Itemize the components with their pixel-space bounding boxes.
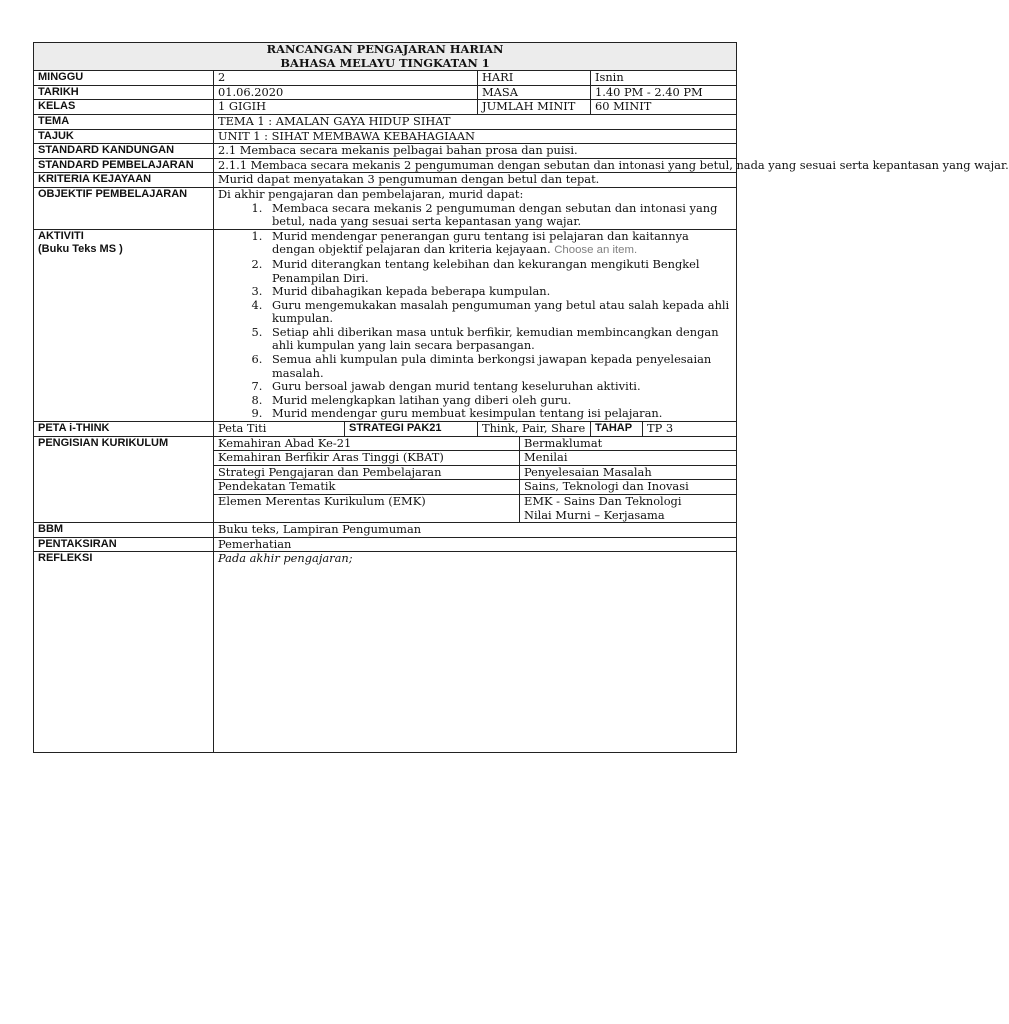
label-kelas: KELAS [34, 100, 214, 115]
aktiviti-list [218, 230, 732, 421]
kurikulum-left: Kemahiran Berfikir Aras Tinggi (KBAT) [214, 451, 520, 466]
label-peta: PETA i-THINK [34, 422, 214, 437]
row-kurikulum-1 [34, 436, 737, 451]
value-strategi: Think, Pair, Share [478, 422, 591, 437]
list-item: 5. Setiap ahli diberikan masa untuk berfikir, kemudian membincangkan dengan ahli kumpulan yang lain secara berpasangan. [266, 326, 732, 353]
label-jumlah-minit: JUMLAH MINIT [478, 100, 591, 115]
label-standard-kandungan: STANDARD KANDUNGAN [34, 144, 214, 159]
kurikulum-right-2: Nilai Murni – Kerjasama [524, 507, 665, 522]
kurikulum-right: Bermaklumat [520, 436, 737, 451]
row-pentaksiran [34, 537, 737, 552]
kurikulum-right: Menilai [520, 451, 737, 466]
kurikulum-left: Elemen Merentas Kurikulum (EMK) [214, 495, 520, 523]
list-item: 1. Membaca secara mekanis 2 pengumuman dengan sebutan dan intonasi yang betul, nada yang sesuai serta kepantasan yang wajar. [266, 202, 732, 229]
kurikulum-right: Sains, Teknologi dan Inovasi [520, 480, 737, 495]
value-refleksi[interactable]: Pada akhir pengajaran; [214, 552, 737, 753]
value-bbm: Buku teks, Lampiran Pengumuman [214, 523, 737, 538]
label-standard-pembelajaran: STANDARD PEMBELAJARAN [34, 158, 214, 173]
document-title: RANCANGAN PENGAJARAN HARIAN [266, 42, 504, 56]
objektif-intro: Di akhir pengajaran dan pembelajaran, murid dapat: [218, 186, 524, 201]
value-tema: TEMA 1 : AMALAN GAYA HIDUP SIHAT [214, 114, 737, 129]
value-kelas: 1 GIGIH [214, 100, 478, 115]
label-hari: HARI [478, 71, 591, 86]
label-buku-teks: (Buku Teks MS ) [38, 243, 123, 256]
list-item: 6. Semua ahli kumpulan pula diminta berkongsi jawapan kepada penyelesaian masalah. [266, 353, 732, 380]
label-strategi: STRATEGI PAK21 [345, 422, 478, 437]
value-hari: Isnin [591, 71, 737, 86]
list-item: 8. Murid melengkapkan latihan yang diberi oleh guru. [266, 394, 732, 408]
document-header [34, 43, 737, 71]
row-minggu [34, 71, 737, 86]
row-tema [34, 114, 737, 129]
list-item: 2. Murid diterangkan tentang kelebihan dan kekurangan mengikuti Bengkel Penampilan Diri. [266, 258, 732, 285]
value-tahap: TP 3 [643, 422, 737, 437]
value-kriteria: Murid dapat menyatakan 3 pengumuman dengan betul dan tepat. [214, 173, 737, 188]
kurikulum-left: Strategi Pengajaran dan Pembelajaran [214, 465, 520, 480]
label-tema: TEMA [34, 114, 214, 129]
document-subtitle: BAHASA MELAYU TINGKATAN 1 [280, 55, 490, 70]
value-minggu: 2 [214, 71, 478, 86]
choose-item-dropdown[interactable]: Choose an item. [554, 244, 638, 257]
value-tajuk: UNIT 1 : SIHAT MEMBAWA KEBAHAGIAAN [214, 129, 737, 144]
list-item: 9. Murid mendengar guru membuat kesimpulan tentang isi pelajaran. [266, 407, 732, 421]
list-item: 4. Guru mengemukakan masalah pengumuman yang betul atau salah kepada ahli kumpulan. [266, 299, 732, 326]
row-refleksi [34, 552, 737, 753]
row-standard-pembelajaran [34, 158, 737, 173]
row-peta [34, 422, 737, 437]
row-kriteria [34, 173, 737, 188]
label-tarikh: TARIKH [34, 85, 214, 100]
value-objektif [214, 187, 737, 229]
row-standard-kandungan [34, 144, 737, 159]
value-standard-kandungan: 2.1 Membaca secara mekanis pelbagai bahan prosa dan puisi. [214, 144, 737, 159]
label-tahap: TAHAP [591, 422, 643, 437]
value-pentaksiran: Pemerhatian [214, 537, 737, 552]
label-masa: MASA [478, 85, 591, 100]
list-item-text: Murid mendengar penerangan guru tentang isi pelajaran dan kaitannya dengan objektif pelajaran dan kriteria kejayaan. [272, 228, 689, 257]
label-refleksi: REFLEKSI [34, 552, 214, 753]
label-kriteria: KRITERIA KEJAYAAN [34, 173, 214, 188]
label-kurikulum: PENGISIAN KURIKULUM [34, 436, 214, 523]
label-minggu: MINGGU [34, 71, 214, 86]
value-peta: Peta Titi [214, 422, 345, 437]
kurikulum-right-cell [520, 495, 737, 523]
kurikulum-right: EMK - Sains Dan Teknologi [524, 494, 682, 508]
row-bbm [34, 523, 737, 538]
objektif-list [218, 202, 732, 229]
kurikulum-left: Pendekatan Tematik [214, 480, 520, 495]
value-aktiviti [214, 229, 737, 421]
kurikulum-right: Penyelesaian Masalah [520, 465, 737, 480]
row-tajuk [34, 129, 737, 144]
list-item: 3. Murid dibahagikan kepada beberapa kumpulan. [266, 285, 732, 299]
row-aktiviti [34, 229, 737, 421]
label-bbm: BBM [34, 523, 214, 538]
value-tarikh: 01.06.2020 [214, 85, 478, 100]
list-item [266, 230, 732, 258]
value-jumlah-minit: 60 MINIT [591, 100, 737, 115]
kurikulum-left: Kemahiran Abad Ke-21 [214, 436, 520, 451]
label-objektif: OBJEKTIF PEMBELAJARAN [34, 187, 214, 229]
list-item: 7. Guru bersoal jawab dengan murid tentang keseluruhan aktiviti. [266, 380, 732, 394]
header-row [34, 43, 737, 71]
label-pentaksiran: PENTAKSIRAN [34, 537, 214, 552]
label-aktiviti-cell [34, 229, 214, 421]
label-aktiviti: AKTIVITI [38, 229, 84, 242]
label-tajuk: TAJUK [34, 129, 214, 144]
value-masa: 1.40 PM - 2.40 PM [591, 85, 737, 100]
row-tarikh [34, 85, 737, 100]
value-standard-pembelajaran: 2.1.1 Membaca secara mekanis 2 pengumuman dengan sebutan dan intonasi yang betul, nada yang sesuai serta kepantasan yang wajar. [214, 158, 737, 173]
row-kelas [34, 100, 737, 115]
row-objektif [34, 187, 737, 229]
lesson-plan-table [33, 42, 1009, 753]
